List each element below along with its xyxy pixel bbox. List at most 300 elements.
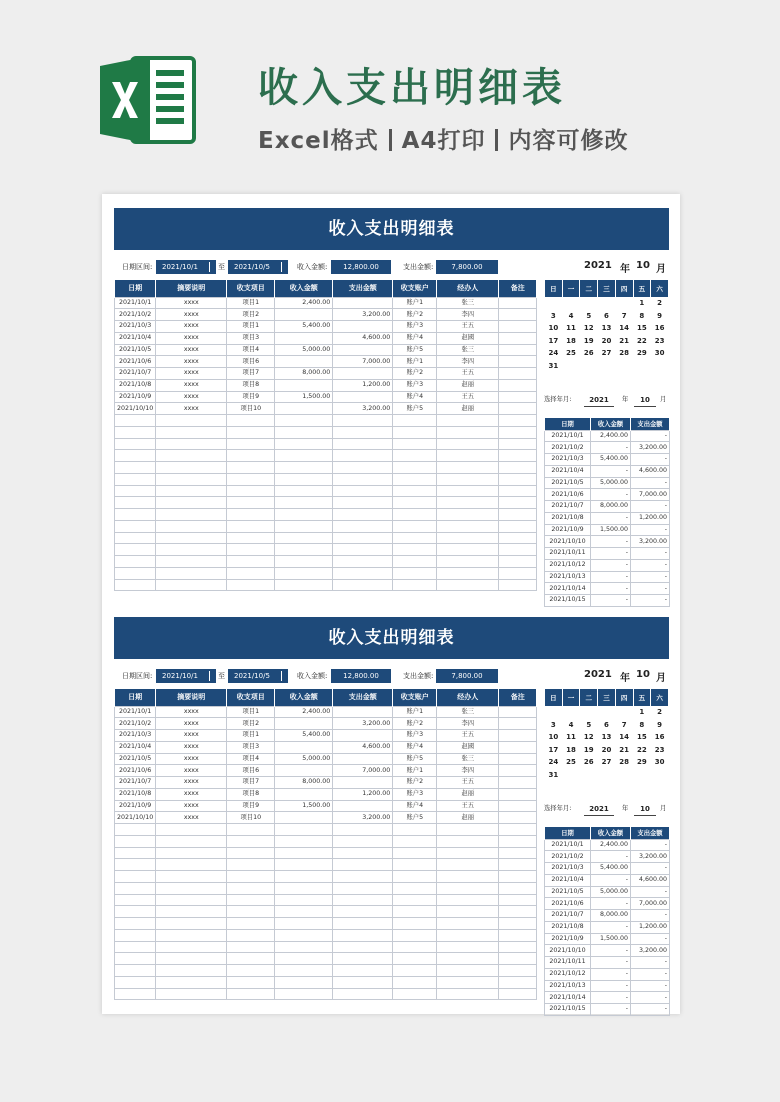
table-cell[interactable] — [227, 976, 275, 988]
table-cell[interactable] — [115, 988, 156, 1000]
table-cell[interactable] — [333, 579, 393, 591]
table-cell[interactable] — [115, 556, 156, 568]
table-cell[interactable] — [275, 812, 333, 824]
table-cell[interactable]: 2021/10/5 — [115, 753, 156, 765]
table-cell[interactable]: 王五 — [437, 800, 499, 812]
table-cell[interactable] — [393, 544, 437, 556]
table-cell[interactable] — [227, 929, 275, 941]
calendar-day[interactable]: 31 — [548, 770, 559, 779]
calendar-day[interactable]: 1 — [639, 299, 645, 308]
table-cell[interactable] — [499, 438, 537, 450]
table-cell[interactable] — [437, 906, 499, 918]
table-cell[interactable] — [437, 485, 499, 497]
table-cell[interactable]: 2021/10/4 — [115, 332, 156, 344]
table-cell[interactable] — [275, 462, 333, 474]
table-cell[interactable] — [115, 497, 156, 509]
calendar-day[interactable]: 5 — [586, 720, 592, 729]
table-cell[interactable]: 账户5 — [393, 753, 437, 765]
table-cell[interactable]: 账户5 — [393, 403, 437, 415]
calendar-day[interactable]: 19 — [583, 745, 594, 754]
table-cell[interactable] — [333, 368, 393, 380]
table-cell[interactable] — [499, 859, 537, 871]
table-cell[interactable] — [437, 579, 499, 591]
table-cell[interactable] — [437, 438, 499, 450]
table-cell[interactable] — [499, 579, 537, 591]
table-cell[interactable] — [227, 847, 275, 859]
table-cell[interactable] — [227, 953, 275, 965]
table-cell[interactable] — [437, 894, 499, 906]
table-cell[interactable]: 5,000.00 — [275, 344, 333, 356]
table-cell[interactable] — [333, 497, 393, 509]
table-cell[interactable] — [115, 532, 156, 544]
table-cell[interactable] — [437, 953, 499, 965]
table-cell[interactable] — [275, 415, 333, 427]
table-cell[interactable] — [437, 426, 499, 438]
table-cell[interactable] — [275, 450, 333, 462]
table-cell[interactable] — [156, 509, 227, 521]
table-cell[interactable]: 李四 — [437, 718, 499, 730]
table-cell[interactable] — [115, 462, 156, 474]
calendar-day[interactable]: 27 — [601, 349, 612, 358]
table-cell[interactable]: 2021/10/7 — [115, 368, 156, 380]
table-cell[interactable]: 2,400.00 — [275, 706, 333, 718]
table-cell[interactable]: xxxx — [156, 706, 227, 718]
table-cell[interactable] — [393, 473, 437, 485]
calendar-day[interactable]: 23 — [654, 336, 665, 345]
table-cell[interactable] — [499, 847, 537, 859]
table-cell[interactable]: 2021/10/10 — [115, 403, 156, 415]
table-cell[interactable] — [393, 579, 437, 591]
table-cell[interactable] — [499, 344, 537, 356]
table-cell[interactable]: 项目2 — [227, 718, 275, 730]
table-cell[interactable] — [275, 906, 333, 918]
table-cell[interactable]: 项目6 — [227, 765, 275, 777]
table-cell[interactable] — [156, 894, 227, 906]
table-cell[interactable] — [333, 965, 393, 977]
table-cell[interactable] — [393, 497, 437, 509]
table-cell[interactable] — [115, 859, 156, 871]
table-cell[interactable] — [227, 485, 275, 497]
table-cell[interactable]: 2021/10/7 — [115, 777, 156, 789]
table-cell[interactable]: 赵國 — [437, 332, 499, 344]
table-cell[interactable] — [227, 520, 275, 532]
table-cell[interactable]: xxxx — [156, 309, 227, 321]
table-cell[interactable] — [156, 450, 227, 462]
table-cell[interactable] — [393, 882, 437, 894]
select-month[interactable]: 10 — [634, 803, 656, 816]
table-cell[interactable] — [333, 426, 393, 438]
calendar-day[interactable]: 9 — [657, 720, 663, 729]
table-cell[interactable] — [393, 988, 437, 1000]
table-cell[interactable] — [333, 532, 393, 544]
table-cell[interactable] — [333, 344, 393, 356]
calendar-day[interactable]: 13 — [601, 733, 612, 742]
calendar-day[interactable]: 11 — [566, 324, 576, 333]
table-cell[interactable] — [499, 368, 537, 380]
table-cell[interactable]: 账户2 — [393, 777, 437, 789]
table-cell[interactable] — [499, 941, 537, 953]
table-cell[interactable] — [393, 532, 437, 544]
table-cell[interactable] — [393, 567, 437, 579]
table-cell[interactable]: 2021/10/1 — [115, 706, 156, 718]
table-cell[interactable] — [333, 847, 393, 859]
table-cell[interactable]: 账户3 — [393, 788, 437, 800]
calendar-day[interactable]: 26 — [583, 349, 594, 358]
table-cell[interactable] — [227, 579, 275, 591]
table-cell[interactable]: 张三 — [437, 344, 499, 356]
table-cell[interactable] — [393, 894, 437, 906]
table-cell[interactable] — [437, 918, 499, 930]
table-cell[interactable] — [275, 356, 333, 368]
table-cell[interactable]: 项目10 — [227, 403, 275, 415]
table-cell[interactable]: xxxx — [156, 368, 227, 380]
table-cell[interactable] — [156, 871, 227, 883]
table-cell[interactable] — [499, 706, 537, 718]
table-cell[interactable] — [227, 532, 275, 544]
table-cell[interactable]: 项目4 — [227, 753, 275, 765]
table-cell[interactable] — [437, 450, 499, 462]
table-cell[interactable] — [115, 485, 156, 497]
table-cell[interactable]: xxxx — [156, 297, 227, 309]
table-cell[interactable]: 4,600.00 — [333, 332, 393, 344]
table-cell[interactable]: 5,400.00 — [275, 321, 333, 333]
table-cell[interactable] — [499, 965, 537, 977]
table-cell[interactable] — [499, 556, 537, 568]
calendar-day[interactable]: 17 — [548, 336, 559, 345]
table-cell[interactable] — [499, 426, 537, 438]
table-cell[interactable] — [275, 988, 333, 1000]
calendar-day[interactable]: 12 — [583, 733, 594, 742]
table-cell[interactable]: 2021/10/2 — [115, 718, 156, 730]
table-cell[interactable] — [227, 882, 275, 894]
table-cell[interactable]: xxxx — [156, 344, 227, 356]
table-cell[interactable] — [437, 929, 499, 941]
table-cell[interactable]: 8,000.00 — [275, 777, 333, 789]
table-cell[interactable] — [499, 532, 537, 544]
table-cell[interactable] — [499, 882, 537, 894]
calendar-day[interactable]: 26 — [583, 758, 594, 767]
table-cell[interactable] — [275, 567, 333, 579]
select-year[interactable]: 2021 — [584, 394, 614, 407]
table-cell[interactable] — [499, 988, 537, 1000]
table-cell[interactable] — [333, 953, 393, 965]
table-cell[interactable] — [275, 438, 333, 450]
calendar-day[interactable]: 21 — [619, 745, 630, 754]
table-cell[interactable]: 账户2 — [393, 309, 437, 321]
table-cell[interactable]: 项目8 — [227, 379, 275, 391]
table-cell[interactable] — [275, 426, 333, 438]
table-cell[interactable]: 张三 — [437, 753, 499, 765]
table-cell[interactable] — [499, 835, 537, 847]
table-cell[interactable]: 赵丽 — [437, 812, 499, 824]
table-cell[interactable]: 7,000.00 — [333, 765, 393, 777]
table-cell[interactable] — [156, 965, 227, 977]
calendar-day[interactable]: 20 — [601, 336, 612, 345]
table-cell[interactable] — [333, 567, 393, 579]
table-cell[interactable]: 项目7 — [227, 777, 275, 789]
calendar-day[interactable]: 9 — [657, 311, 663, 320]
table-cell[interactable] — [437, 859, 499, 871]
table-cell[interactable]: 账户1 — [393, 356, 437, 368]
table-cell[interactable] — [333, 321, 393, 333]
table-cell[interactable] — [115, 450, 156, 462]
table-cell[interactable] — [275, 953, 333, 965]
table-cell[interactable] — [333, 859, 393, 871]
table-cell[interactable]: 2021/10/9 — [115, 800, 156, 812]
table-cell[interactable] — [115, 544, 156, 556]
table-cell[interactable] — [393, 415, 437, 427]
calendar-day[interactable]: 13 — [601, 324, 612, 333]
table-cell[interactable]: 2021/10/3 — [115, 730, 156, 742]
table-cell[interactable] — [115, 976, 156, 988]
table-cell[interactable] — [333, 929, 393, 941]
table-cell[interactable]: 项目1 — [227, 706, 275, 718]
table-cell[interactable]: 账户3 — [393, 379, 437, 391]
table-cell[interactable] — [156, 953, 227, 965]
table-cell[interactable] — [156, 579, 227, 591]
table-cell[interactable]: 账户1 — [393, 765, 437, 777]
table-cell[interactable] — [115, 918, 156, 930]
table-cell[interactable] — [437, 835, 499, 847]
table-cell[interactable] — [115, 579, 156, 591]
table-cell[interactable]: 8,000.00 — [275, 368, 333, 380]
table-cell[interactable] — [275, 871, 333, 883]
table-cell[interactable] — [333, 415, 393, 427]
table-cell[interactable] — [115, 941, 156, 953]
table-cell[interactable] — [275, 976, 333, 988]
table-cell[interactable]: 7,000.00 — [333, 356, 393, 368]
table-cell[interactable]: xxxx — [156, 403, 227, 415]
table-cell[interactable] — [275, 941, 333, 953]
table-cell[interactable]: 项目1 — [227, 321, 275, 333]
table-cell[interactable] — [275, 556, 333, 568]
table-cell[interactable] — [156, 485, 227, 497]
table-cell[interactable]: 2021/10/9 — [115, 391, 156, 403]
calendar-day[interactable]: 18 — [566, 336, 576, 345]
table-cell[interactable] — [275, 379, 333, 391]
table-cell[interactable] — [275, 403, 333, 415]
table-cell[interactable] — [115, 567, 156, 579]
table-cell[interactable]: 项目1 — [227, 297, 275, 309]
table-cell[interactable] — [115, 824, 156, 836]
table-cell[interactable] — [275, 765, 333, 777]
table-cell[interactable] — [227, 462, 275, 474]
table-cell[interactable] — [115, 871, 156, 883]
table-cell[interactable]: xxxx — [156, 812, 227, 824]
table-cell[interactable] — [499, 462, 537, 474]
table-cell[interactable] — [333, 391, 393, 403]
table-cell[interactable]: 1,500.00 — [275, 391, 333, 403]
table-cell[interactable] — [275, 579, 333, 591]
table-cell[interactable] — [227, 415, 275, 427]
table-cell[interactable] — [115, 415, 156, 427]
calendar-day[interactable]: 24 — [548, 349, 559, 358]
table-cell[interactable] — [437, 415, 499, 427]
table-cell[interactable] — [333, 777, 393, 789]
table-cell[interactable] — [227, 859, 275, 871]
table-cell[interactable] — [156, 976, 227, 988]
table-cell[interactable]: 账户5 — [393, 344, 437, 356]
calendar-day[interactable]: 3 — [550, 720, 556, 729]
calendar-day[interactable]: 19 — [583, 336, 594, 345]
table-cell[interactable] — [499, 544, 537, 556]
table-cell[interactable] — [156, 426, 227, 438]
table-cell[interactable]: 项目3 — [227, 741, 275, 753]
table-cell[interactable] — [275, 509, 333, 521]
table-cell[interactable]: 账户2 — [393, 368, 437, 380]
calendar-day[interactable]: 30 — [654, 758, 665, 767]
table-cell[interactable] — [275, 918, 333, 930]
table-cell[interactable] — [393, 426, 437, 438]
calendar-day[interactable]: 31 — [548, 361, 559, 370]
table-cell[interactable] — [393, 556, 437, 568]
table-cell[interactable] — [156, 941, 227, 953]
table-cell[interactable] — [156, 415, 227, 427]
table-cell[interactable] — [499, 485, 537, 497]
table-cell[interactable] — [499, 765, 537, 777]
date-to-field[interactable]: 2021/10/5 — [228, 669, 288, 683]
table-cell[interactable] — [156, 567, 227, 579]
table-cell[interactable] — [437, 532, 499, 544]
table-cell[interactable] — [333, 824, 393, 836]
table-cell[interactable] — [227, 824, 275, 836]
table-cell[interactable] — [437, 462, 499, 474]
table-cell[interactable] — [115, 473, 156, 485]
table-cell[interactable]: 项目9 — [227, 800, 275, 812]
calendar-day[interactable]: 24 — [548, 758, 559, 767]
table-cell[interactable]: 2021/10/5 — [115, 344, 156, 356]
table-cell[interactable] — [333, 753, 393, 765]
table-cell[interactable] — [393, 509, 437, 521]
table-cell[interactable] — [156, 906, 227, 918]
table-cell[interactable] — [499, 824, 537, 836]
table-cell[interactable] — [499, 918, 537, 930]
table-cell[interactable] — [437, 473, 499, 485]
table-cell[interactable] — [227, 450, 275, 462]
calendar-day[interactable]: 25 — [566, 758, 576, 767]
table-cell[interactable]: 账户4 — [393, 800, 437, 812]
calendar-day[interactable]: 15 — [636, 324, 647, 333]
table-cell[interactable] — [499, 520, 537, 532]
table-cell[interactable]: 李四 — [437, 356, 499, 368]
table-cell[interactable] — [333, 730, 393, 742]
table-cell[interactable]: xxxx — [156, 765, 227, 777]
table-cell[interactable]: 项目10 — [227, 812, 275, 824]
table-cell[interactable]: 账户4 — [393, 332, 437, 344]
table-cell[interactable] — [333, 941, 393, 953]
calendar-day[interactable]: 28 — [619, 349, 630, 358]
table-cell[interactable] — [437, 509, 499, 521]
table-cell[interactable] — [393, 835, 437, 847]
table-cell[interactable] — [156, 918, 227, 930]
table-cell[interactable] — [275, 835, 333, 847]
table-cell[interactable] — [227, 941, 275, 953]
table-cell[interactable] — [156, 929, 227, 941]
table-cell[interactable] — [393, 929, 437, 941]
table-cell[interactable] — [437, 824, 499, 836]
table-cell[interactable] — [275, 859, 333, 871]
table-cell[interactable]: 账户5 — [393, 812, 437, 824]
table-cell[interactable]: xxxx — [156, 730, 227, 742]
table-cell[interactable] — [115, 882, 156, 894]
table-cell[interactable] — [333, 462, 393, 474]
table-cell[interactable] — [499, 741, 537, 753]
calendar-day[interactable]: 2 — [657, 299, 663, 308]
table-cell[interactable] — [499, 929, 537, 941]
table-cell[interactable] — [156, 835, 227, 847]
table-cell[interactable] — [499, 871, 537, 883]
table-cell[interactable] — [393, 485, 437, 497]
table-cell[interactable] — [156, 438, 227, 450]
table-cell[interactable]: 账户3 — [393, 321, 437, 333]
table-cell[interactable]: xxxx — [156, 379, 227, 391]
calendar-day[interactable]: 16 — [654, 733, 665, 742]
table-cell[interactable] — [275, 718, 333, 730]
table-cell[interactable] — [499, 753, 537, 765]
table-cell[interactable] — [393, 520, 437, 532]
calendar-day[interactable]: 28 — [619, 758, 630, 767]
table-cell[interactable]: 3,200.00 — [333, 309, 393, 321]
table-cell[interactable] — [437, 520, 499, 532]
table-cell[interactable] — [437, 556, 499, 568]
table-cell[interactable] — [437, 497, 499, 509]
table-cell[interactable]: 项目4 — [227, 344, 275, 356]
table-cell[interactable] — [333, 894, 393, 906]
table-cell[interactable] — [393, 450, 437, 462]
table-cell[interactable]: 2021/10/6 — [115, 765, 156, 777]
table-cell[interactable] — [115, 835, 156, 847]
table-cell[interactable] — [227, 567, 275, 579]
table-cell[interactable] — [333, 988, 393, 1000]
table-cell[interactable]: xxxx — [156, 741, 227, 753]
calendar-day[interactable]: 3 — [550, 311, 556, 320]
table-cell[interactable] — [333, 871, 393, 883]
table-cell[interactable] — [156, 556, 227, 568]
table-cell[interactable] — [275, 882, 333, 894]
table-cell[interactable] — [437, 976, 499, 988]
calendar-day[interactable]: 4 — [568, 720, 574, 729]
table-cell[interactable] — [156, 532, 227, 544]
table-cell[interactable]: 王五 — [437, 368, 499, 380]
table-cell[interactable] — [227, 509, 275, 521]
table-cell[interactable] — [499, 450, 537, 462]
table-cell[interactable] — [156, 462, 227, 474]
table-cell[interactable] — [437, 567, 499, 579]
table-cell[interactable] — [393, 918, 437, 930]
table-cell[interactable] — [275, 965, 333, 977]
table-cell[interactable]: 4,600.00 — [333, 741, 393, 753]
calendar-day[interactable]: 27 — [601, 758, 612, 767]
calendar-day[interactable]: 29 — [636, 758, 647, 767]
table-cell[interactable]: 赵丽 — [437, 788, 499, 800]
table-cell[interactable]: 2021/10/2 — [115, 309, 156, 321]
table-cell[interactable] — [156, 544, 227, 556]
calendar-day[interactable]: 2 — [657, 708, 663, 717]
table-cell[interactable] — [333, 706, 393, 718]
table-cell[interactable] — [499, 473, 537, 485]
table-cell[interactable] — [499, 332, 537, 344]
table-cell[interactable] — [333, 906, 393, 918]
table-cell[interactable]: 2021/10/8 — [115, 788, 156, 800]
table-cell[interactable] — [333, 297, 393, 309]
table-cell[interactable] — [499, 356, 537, 368]
table-cell[interactable] — [275, 788, 333, 800]
calendar-day[interactable]: 4 — [568, 311, 574, 320]
table-cell[interactable] — [437, 941, 499, 953]
table-cell[interactable]: 项目3 — [227, 332, 275, 344]
table-cell[interactable] — [393, 976, 437, 988]
table-cell[interactable] — [437, 871, 499, 883]
